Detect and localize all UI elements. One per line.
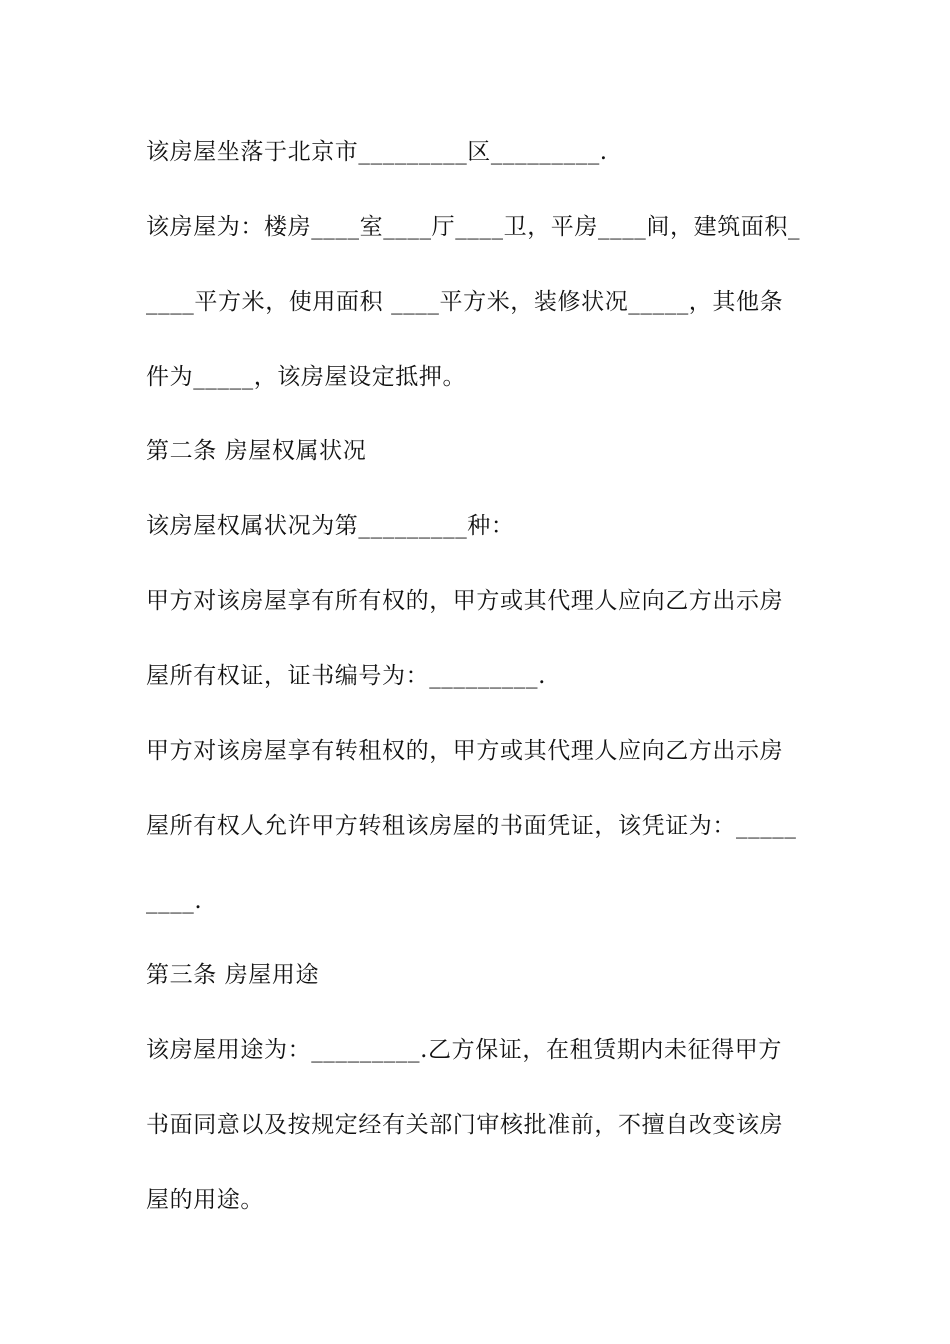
section-heading-usage: 第三条 房屋用途	[146, 962, 320, 988]
text-line-usage: 该房屋用途为：_________.乙方保证，在租赁期内未征得甲方	[146, 1037, 783, 1063]
text-line-area: ____平方米，使用面积 ____平方米，装修状况_____，其他条	[146, 289, 784, 315]
text-line-mortgage: 件为_____，该房屋设定抵押。	[146, 364, 467, 390]
text-line-sublease-proof: 屋所有权人允许甲方转租该房屋的书面凭证，该凭证为：_____	[146, 813, 797, 839]
text-line-ownership-right: 甲方对该房屋享有所有权的，甲方或其代理人应向乙方出示房	[146, 588, 784, 614]
text-line-ownership-type: 该房屋权属状况为第_________种：	[146, 513, 515, 539]
text-line-certificate-number: 屋所有权证，证书编号为：_________.	[146, 663, 547, 689]
section-heading-ownership: 第二条 房屋权属状况	[146, 438, 367, 464]
text-line-house-type: 该房屋为：楼房____室____厅____卫，平房____间，建筑面积_	[146, 214, 801, 240]
text-line-sublease-right: 甲方对该房屋享有转租权的，甲方或其代理人应向乙方出示房	[146, 738, 784, 764]
text-line-location: 该房屋坐落于北京市_________区_________.	[146, 139, 608, 165]
text-line-usage-end: 屋的用途。	[146, 1187, 264, 1213]
text-line-sublease-proof-cont: ____.	[146, 888, 203, 914]
text-line-usage-approval: 书面同意以及按规定经有关部门审核批准前，不擅自改变该房	[146, 1112, 784, 1138]
